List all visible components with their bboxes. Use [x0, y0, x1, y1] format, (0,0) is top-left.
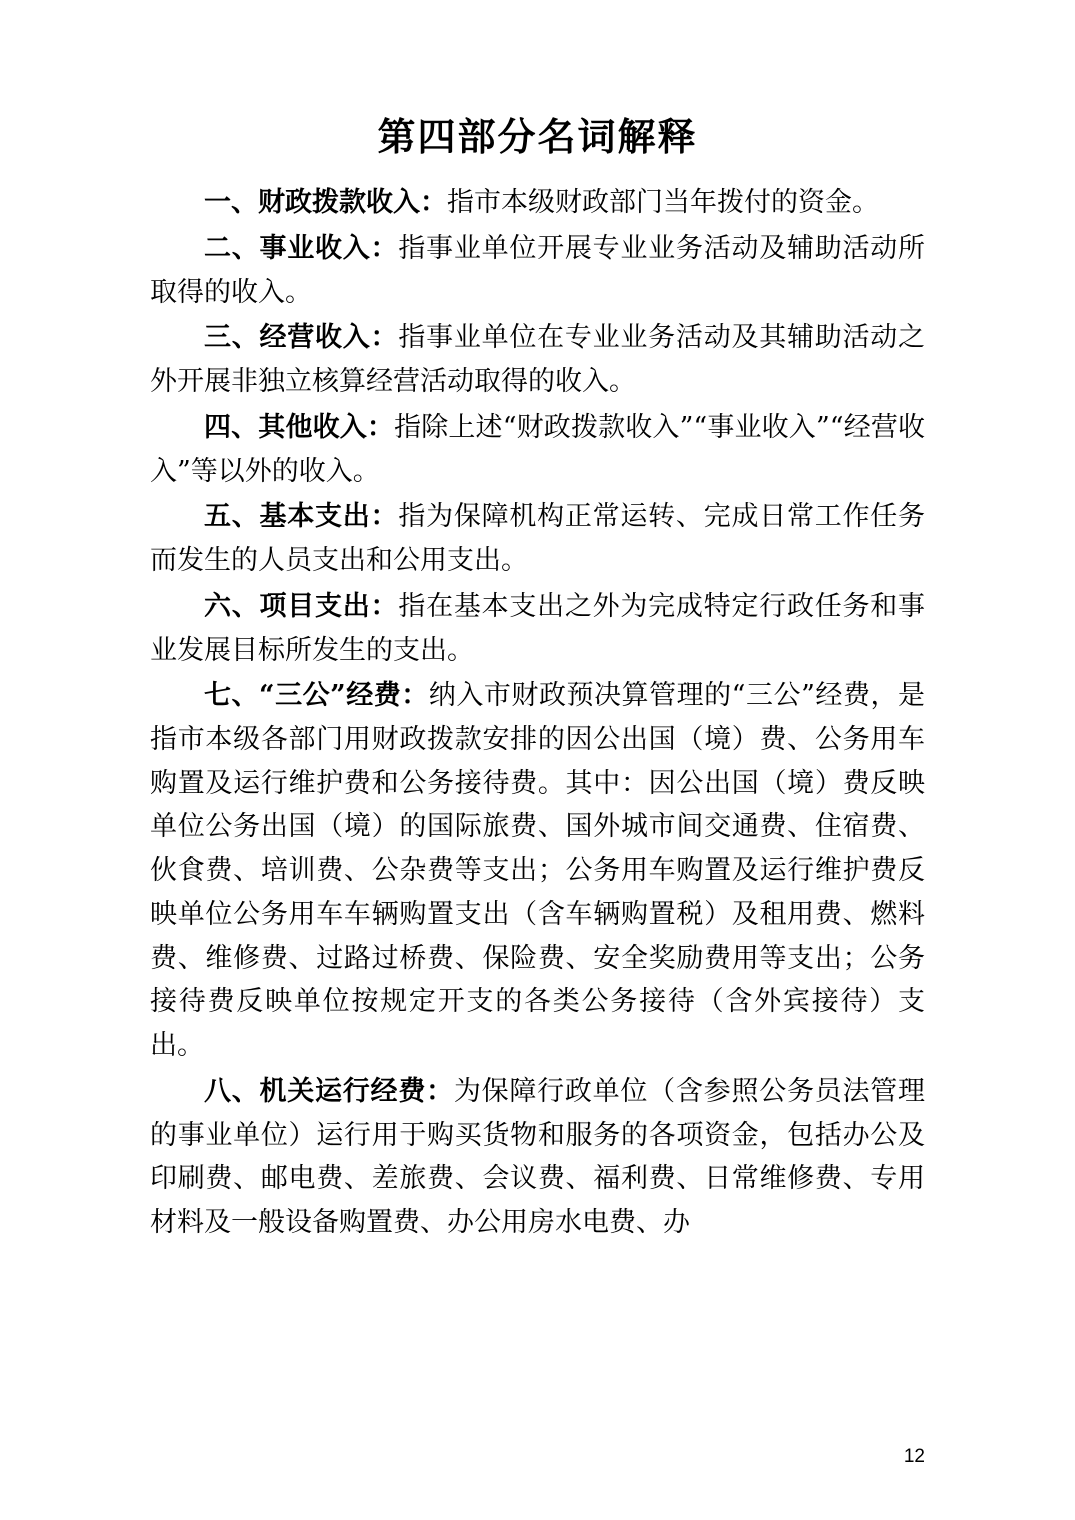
paragraph-4-text: 指除上述“财政拨款收入”“事业收入”“经营收入”等以外的收入。: [150, 411, 926, 487]
paragraph-3: [150, 316, 925, 403]
paragraph-7-lead: 七、“三公”经费：: [204, 680, 429, 712]
page-number: 12: [903, 1446, 925, 1467]
paragraph-1: [150, 181, 925, 225]
paragraph-3-lead: 三、经营收入：: [204, 322, 399, 354]
page-title: 第四部分名词解释: [377, 114, 698, 159]
paragraph-6-lead: 六、项目支出：: [204, 590, 399, 622]
paragraph-2: [150, 227, 925, 314]
paragraph-2-lead: 二、事业收入：: [204, 232, 399, 264]
paragraph-5: [150, 495, 925, 582]
paragraph-8-lead: 八、机关运行经费：: [204, 1075, 454, 1107]
paragraph-4: [150, 406, 925, 493]
paragraph-8-text: 为保障行政单位（含参照公务员法管理的事业单位）运行用于购买货物和服务的各项资金，包括办公及印刷费、邮电费、差旅费、会议费、福利费、日常维修费、专用材料及一般设备购置费、办公用房水电费、办: [150, 1075, 926, 1239]
paragraph-7-text: 纳入市财政预决算管理的“三公”经费，是指市本级各部门用财政拨款安排的因公出国（境）费、公务用车购置及运行维护费和公务接待费。其中：因公出国（境）费反映单位公务出国（境）的国际旅费、国外城市间交通费、住宿费、伙食费、培训费、公杂费等支出；公务用车购置及运行维护费反映单位公务用车车辆购置支出（含车辆购置税）及租用费、燃料费、维修费、过路过桥费、保险费、安全奖励费用等支出；公务接待费反映单位按规定开支的各类公务接待（含外宾接待）支出。: [150, 680, 926, 1062]
paragraph-6: [150, 585, 925, 672]
paragraph-5-text: 指为保障机构正常运转、完成日常工作任务而发生的人员支出和公用支出。: [150, 501, 926, 577]
paragraph-4-lead: 四、其他收入：: [204, 411, 395, 443]
paragraph-3-text: 指事业单位在专业业务活动及其辅助活动之外开展非独立核算经营活动取得的收入。: [150, 322, 926, 398]
paragraph-2-text: 指事业单位开展专业业务活动及辅助活动所取得的收入。: [150, 232, 926, 308]
paragraph-5-lead: 五、基本支出：: [204, 501, 399, 533]
paragraph-6-text: 指在基本支出之外为完成特定行政任务和事业发展目标所发生的支出。: [150, 590, 926, 666]
paragraph-7: [150, 674, 925, 1068]
paragraph-1-text: 指市本级财政部门当年拨付的资金。: [447, 187, 879, 219]
paragraph-8: [150, 1070, 925, 1245]
paragraph-1-lead: 一、财政拨款收入：: [204, 187, 447, 219]
